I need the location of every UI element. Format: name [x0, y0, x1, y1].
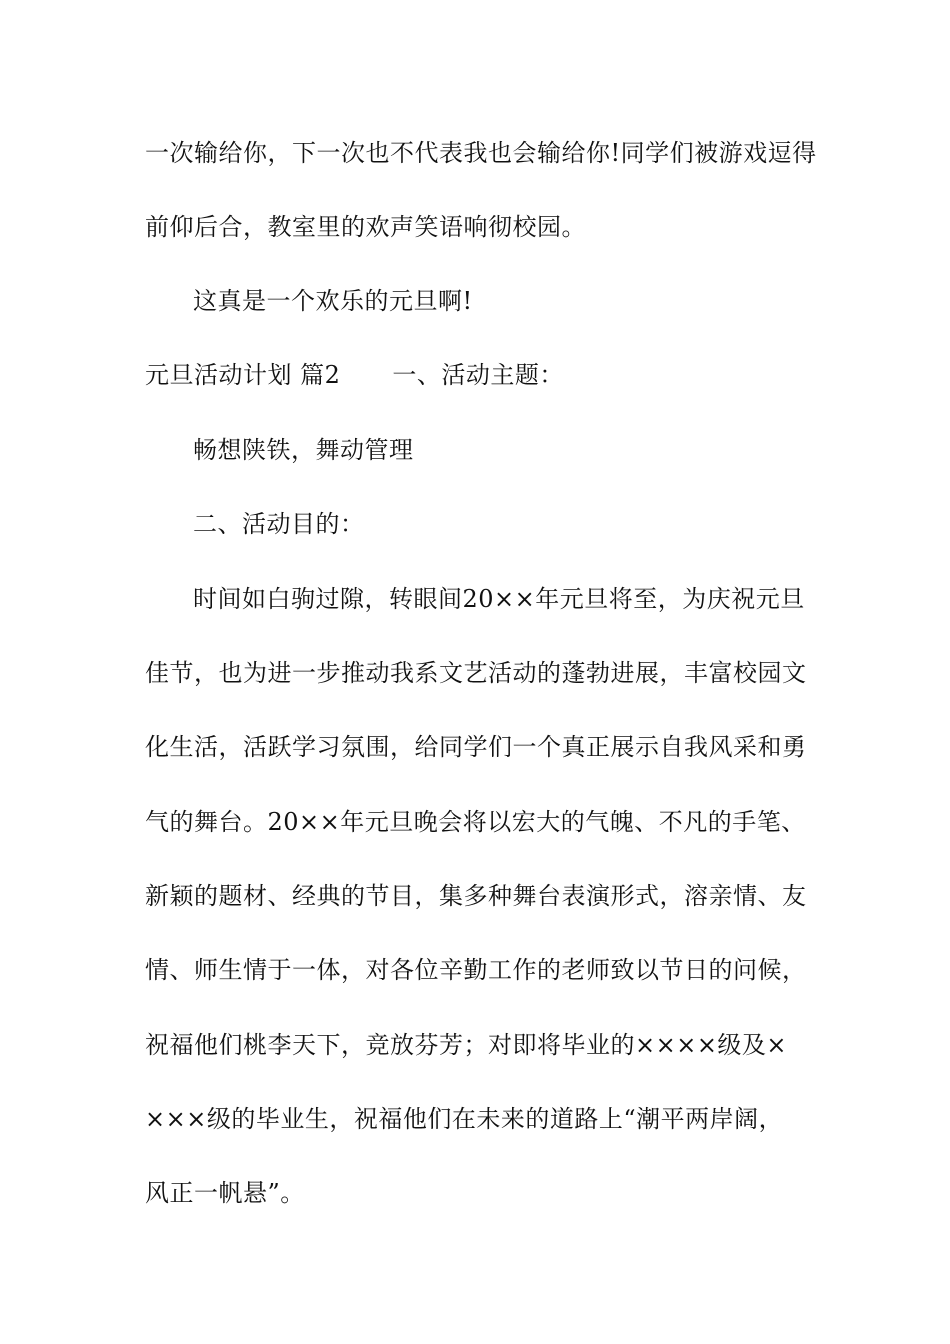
text-line: 一次输给你，下一次也不代表我也会输给你!同学们被游戏逗得 [145, 139, 817, 167]
text-line: 这真是一个欢乐的元旦啊! [193, 287, 473, 315]
text-line: 新颖的题材、经典的节目，集多种舞台表演形式，溶亲情、友 [145, 882, 807, 910]
text-line: 化生活，活跃学习氛围，给同学们一个真正展示自我风采和勇 [145, 733, 807, 761]
subsection-heading: 二、活动目的： [193, 510, 365, 538]
text-line: 祝福他们桃李天下，竞放芬芳；对即将毕业的××××级及× [145, 1031, 788, 1059]
section-heading-line [145, 358, 825, 392]
subsection-heading: 一、活动主题： [392, 361, 564, 389]
text-line: 前仰后合，教室里的欢声笑语响彻校园。 [145, 213, 586, 241]
text-line: 气的舞台。20××年元旦晚会将以宏大的气魄、不凡的手笔、 [145, 808, 806, 836]
text-line: 佳节，也为进一步推动我系文艺活动的蓬勃进展，丰富校园文 [145, 659, 807, 687]
text-line: ×××级的毕业生，祝福他们在未来的道路上“潮平两岸阔， [145, 1105, 784, 1133]
text-line: 时间如白驹过隙，转眼间20××年元旦将至，为庆祝元旦 [193, 585, 805, 613]
text-line: 情、师生情于一体，对各位辛勤工作的老师致以节日的问候， [145, 956, 807, 984]
text-line: 畅想陕铁，舞动管理 [193, 436, 414, 464]
text-line: 风正一帆悬”。 [145, 1179, 305, 1207]
section-heading: 元旦活动计划 篇2 [145, 361, 341, 389]
